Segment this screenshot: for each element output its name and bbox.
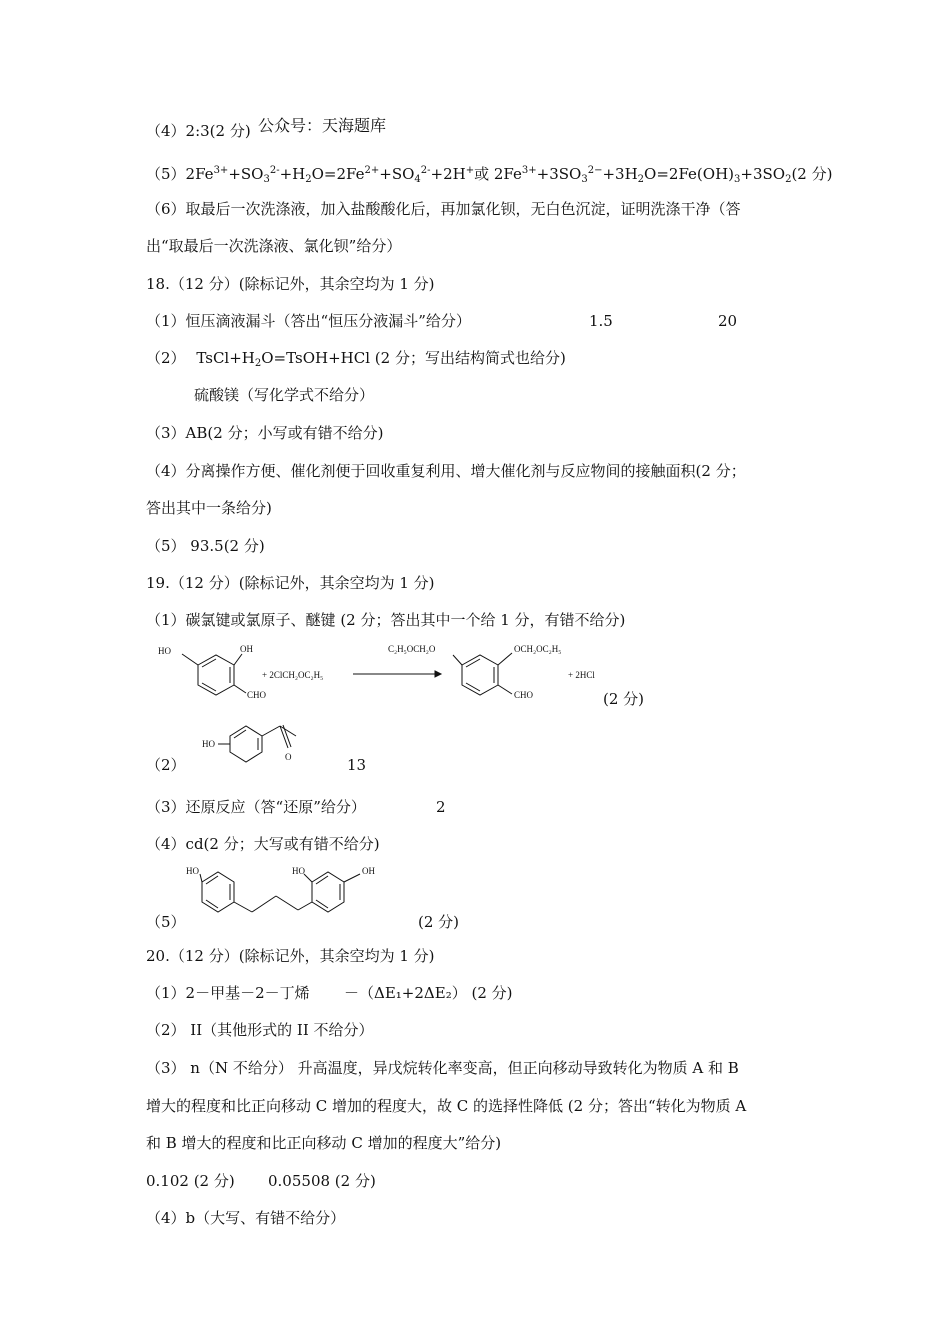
q17-part6-line2: 出“取最后一次洗涤液、氯化钡”给分）	[146, 237, 402, 255]
q17-part4: （4）2:3(2 分)	[146, 122, 251, 140]
q20-part3-value-b: 0.05508 (2 分)	[268, 1172, 376, 1190]
reactant-benzene-ring	[182, 654, 246, 695]
q20-part3-value-a: 0.102 (2 分)	[146, 1172, 235, 1190]
q19-part5-structure	[180, 862, 420, 922]
q19-reaction-scheme	[150, 640, 660, 720]
watermark: 公众号：天海题库	[258, 116, 387, 135]
q19-part3-value: 2	[436, 798, 446, 816]
q19-part2-structure	[200, 722, 320, 772]
q19-part2-value: 13	[347, 756, 367, 774]
q19-part5-label: （5）	[146, 913, 186, 931]
q19-part3: （3）还原反应（答“还原”给分）	[146, 798, 366, 816]
q19-part5-ho2-label: HO	[292, 866, 305, 876]
q19-part5-score: (2 分)	[418, 913, 460, 931]
q20-part3-line1: （3） n（N 不给分） 升高温度，异戊烷转化率变高，但正向移动导致转化为物质 A 和 B	[146, 1059, 739, 1077]
byproduct-label: + 2HCl	[568, 670, 595, 680]
reaction-arrow	[353, 671, 441, 677]
q20-part3-line2: 增大的程度和比正向移动 C 增加的程度大，故 C 的选择性降低 (2 分；答出“转化为物质 A	[146, 1097, 747, 1115]
q19-part5-oh-label: OH	[362, 866, 375, 876]
product-cho-label: CHO	[514, 690, 534, 700]
product-benzene-ring	[453, 653, 512, 695]
q18-part5: （5） 93.5(2 分)	[146, 537, 265, 555]
q19-header: 19.（12 分）(除标记外，其余空均为 1 分)	[146, 574, 435, 592]
reactant-cho-label: CHO	[247, 690, 267, 700]
q19-part5-ho1-label: HO	[186, 866, 199, 876]
q18-part4-line1: （4）分离操作方便、催化剂便于回收重复利用、增大催化剂与反应物间的接触面积(2 分；	[146, 462, 746, 480]
reactant-oh-label: OH	[240, 644, 253, 654]
q18-part2	[146, 348, 566, 374]
q18-part2-line2: 硫酸镁（写化学式不给分）	[194, 386, 375, 404]
q20-part2: （2） II（其他形式的 II 不给分）	[146, 1021, 374, 1039]
q18-part1-value2: 20	[718, 312, 738, 330]
q18-part3: （3）AB(2 分；小写或有错不给分)	[146, 424, 384, 442]
q19-part2-o-label: O	[285, 752, 292, 762]
product-left-label: C₂H₅OCH₂O	[388, 644, 436, 654]
q20-part1-b: －（ΔE₁+2ΔE₂） (2 分)	[344, 984, 513, 1002]
q18-part2-equation: $TsCl+H_2O=TsOH+HCl$ (2 分；写出结构简式也给分)	[196, 349, 566, 369]
q18-part2-label: （2）	[146, 349, 186, 367]
q20-header: 20.（12 分）(除标记外，其余空均为 1 分)	[146, 947, 435, 965]
q19-part2-ho-label: HO	[202, 739, 215, 749]
reactant-ho-label: HO	[158, 646, 171, 656]
q18-part4-line2: 答出其中一条给分)	[146, 499, 272, 517]
reagent-label: + 2ClCH₂OC₂H₅	[262, 670, 324, 680]
product-right-label: OCH₂OC₂H₅	[514, 644, 562, 654]
q19-part1: （1）碳氯键或氯原子、醚键 (2 分；答出其中一个给 1 分，有错不给分)	[146, 611, 626, 629]
q19-part2-label: （2）	[146, 756, 186, 774]
q17-part6-line1: （6）取最后一次洗涤液，加入盐酸酸化后，再加氯化钡，无白色沉淀，证明洗涤干净（答	[146, 200, 741, 218]
q19-part4: （4）cd(2 分；大写或有错不给分)	[146, 835, 380, 853]
q17-part5-equation: $2Fe^{3+}+SO_3^{2-}+H_2O=2Fe^{2+}+SO_4^{2-}+2H^+$或 $2Fe^{3+}+3SO_3^{2-}+3H_2O=2Fe(OH)_3+3SO_2(2$ 分)	[185, 165, 833, 185]
q20-part1-a: （1）2－甲基－2－丁烯	[146, 984, 310, 1002]
q17-part5	[146, 161, 832, 190]
q20-part3-line3: 和 B 增大的程度和比正向移动 C 增加的程度大”给分)	[146, 1134, 502, 1152]
q18-part1-value1: 1.5	[589, 312, 613, 330]
q18-header: 18.（12 分）(除标记外，其余空均为 1 分)	[146, 275, 435, 293]
q20-part4: （4）b（大写、有错不给分）	[146, 1209, 346, 1227]
q17-part5-label: （5）	[146, 165, 186, 183]
q18-part1: （1）恒压滴液漏斗（答出“恒压分液漏斗”给分）	[146, 312, 471, 330]
q19-reaction-score: (2 分)	[603, 690, 645, 708]
